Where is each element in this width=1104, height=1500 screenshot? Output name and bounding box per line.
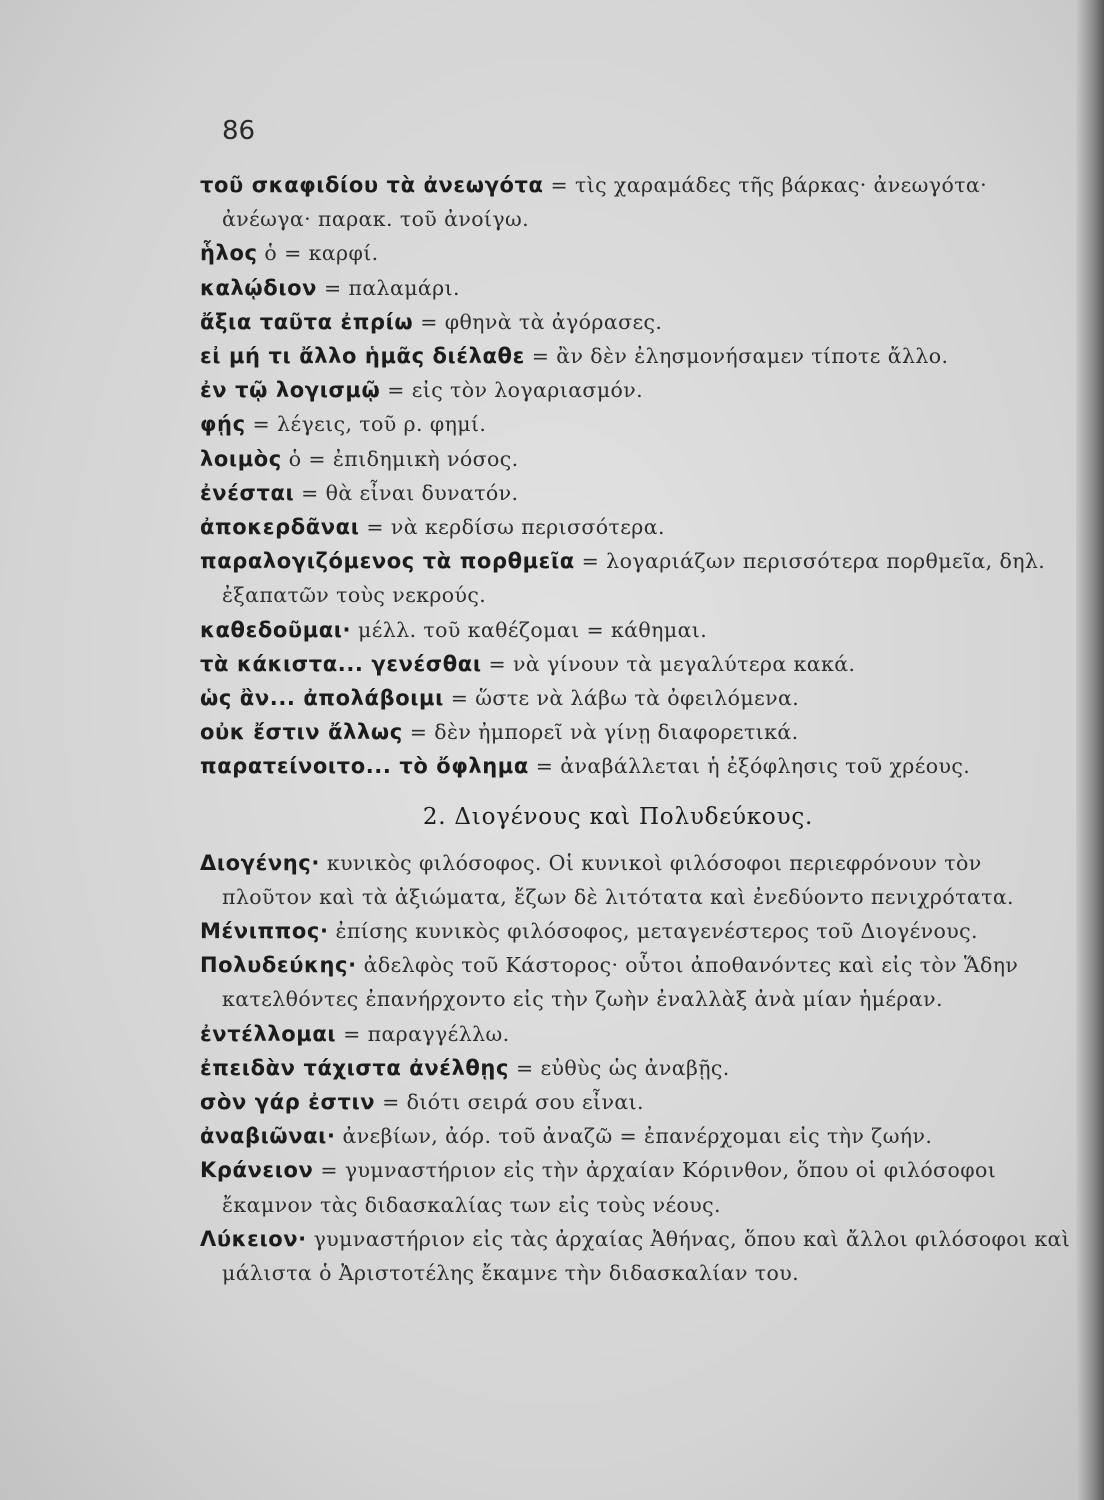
entry-definition: ὁ = καρφί. [257,241,379,266]
entry-definition: = λογαριάζων περισσότερα πορθμεῖα, δηλ. ἐξαπατῶν τοὺς νεκρούς. [222,549,1046,608]
entry-term: Διογένης· [200,850,320,875]
entry-term: οὐκ ἔστιν ἄλλως [200,720,403,745]
entry-term: τοῦ σκαφιδίου τὰ ἀνεωγότα [200,173,544,197]
entry-term: ὡς ἂν... ἀπολάβοιμι [200,686,444,711]
page-number: 86 [222,116,256,146]
entry-definition: = εἰς τὸν λογαριασμόν. [380,378,644,403]
glossary-entry [200,407,1076,441]
entry-term: ἐνέσται [200,480,295,505]
glossary-section-2 [200,846,1076,1291]
glossary-entry [200,647,1076,681]
entry-definition: ἀδελφὸς τοῦ Κάστορος· οὗτοι ἀποθανόντες καὶ εἰς τὸν Ἅδην κατελθόντες ἐπανήρχοντο εἰς τὴν ζωὴν ἐναλλὰξ ἀνὰ μίαν ἡμέραν. [222,953,1019,1012]
glossary-entry [200,914,1076,948]
entry-definition: = δὲν ἠμπορεῖ νὰ γίνῃ διαφορετικά. [402,720,799,745]
entry-term: ἄξια ταῦτα ἐπρίω [200,309,414,334]
glossary-entry [200,1051,1076,1085]
entry-definition: = εὐθὺς ὡς ἀναβῇς. [509,1055,730,1080]
glossary-entry [200,544,1076,612]
entry-definition: γυμναστήριον εἰς τὰς ἀρχαίας Ἀθήνας, ὅπου καὶ ἄλλοι φιλόσοφοι καὶ μάλιστα ὁ Ἀριστοτέλης ἔκαμνε τὴν διδασκαλίαν του. [222,1226,1071,1286]
entry-term: τὰ κάκιστα... γενέσθαι [200,651,482,676]
glossary-entry [200,305,1076,339]
entry-term: καθεδοῦμαι· [200,617,352,642]
glossary-entry [200,948,1076,1016]
entry-term: καλῴδιον [200,275,318,300]
entry-definition: μέλλ. τοῦ καθέζομαι = κάθημαι. [351,617,708,642]
entry-definition: = νὰ κερδίσω περισσότερα. [359,515,665,540]
entry-definition: = νὰ γίνουν τὰ μεγαλύτερα κακά. [481,651,856,676]
entry-definition: = παραγγέλλω. [336,1021,510,1046]
glossary-entry [200,236,1076,270]
entry-definition: = ἀναβάλλεται ἡ ἐξόφλησις τοῦ χρέους. [528,754,971,779]
entry-term: ἐν τῷ λογισμῷ [200,378,381,403]
entry-term: ἀποκερδᾶναι [200,515,360,540]
glossary-entry [200,1153,1076,1221]
glossary-entry [200,339,1076,373]
glossary-section-1 [200,168,1076,784]
entry-term: παραλογιζόμενος τὰ πορθμεῖα [200,549,575,574]
entry-definition: = τὶς χαραμάδες τῆς βάρκας· ἀνεωγότα· ἀνέωγα· παρακ. τοῦ ἀνοίγω. [222,173,988,232]
glossary-entry [200,1222,1076,1290]
glossary-entry [200,749,1076,783]
entry-definition: = θὰ εἶναι δυνατόν. [294,480,519,505]
entry-definition: ἐπίσης κυνικὸς φιλόσοφος, μεταγενέστερος τοῦ Διογένους. [328,919,978,944]
entry-definition: = διότι σειρά σου εἶναι. [375,1090,644,1115]
glossary-entry [200,1085,1076,1119]
entry-term: Λύκειον· [200,1226,307,1251]
entry-term: ἀναβιῶναι· [200,1124,336,1149]
entry-term: φῄς [200,412,246,437]
entry-term: Κράνειον [200,1158,314,1183]
entry-definition: = ἂν δὲν ἐλησμονήσαμεν τίποτε ἄλλο. [524,344,949,369]
glossary-entry [200,373,1076,407]
entry-definition: = φθηνὰ τὰ ἀγόρασες. [413,309,663,334]
entry-term: ἐπειδὰν τάχιστα ἀνέλθῃς [200,1055,510,1080]
entry-term: Μένιππος· [200,919,329,944]
section-heading [200,804,1076,830]
entry-term: ἧλος [200,241,258,266]
glossary-entry [200,476,1076,510]
entry-term: Πολυδεύκης· [200,953,357,978]
entry-definition: κυνικὸς φιλόσοφος. Οἱ κυνικοὶ φιλόσοφοι περιεφρόνουν τὸν πλοῦτον καὶ τὰ ἀξιώματα, ἔζων δὲ λιτότατα καὶ ἐνεδύοντο πενιχρότατα. [222,850,1014,909]
glossary-entry [200,613,1076,647]
section-number: 2. [422,803,447,830]
glossary-entry [200,1017,1076,1051]
section-title: Διογένους καὶ Πολυδεύκους. [454,803,814,830]
entry-term: παρατείνοιτο... τὸ ὄφλημα [200,754,529,779]
glossary-entry [200,846,1076,914]
entry-definition: ἀνεβίων, ἀόρ. τοῦ ἀναζῶ = ἐπανέρχομαι εἰς τὴν ζωήν. [335,1124,933,1149]
glossary-entry [200,168,1076,236]
glossary-entry [200,715,1076,749]
entry-definition: = γυμναστήριον εἰς τὴν ἀρχαίαν Κόρινθον, ὅπου οἱ φιλόσοφοι ἔκαμνον τὰς διδασκαλίας των εἰς τοὺς νέους. [222,1158,997,1217]
glossary-entry [200,681,1076,715]
page-edge [1076,0,1104,1500]
entry-term: ἐντέλλομαι [200,1021,337,1046]
entry-definition: ὁ = ἐπιδημικὴ νόσος. [281,446,519,471]
entry-term: λοιμὸς [200,446,282,471]
glossary-entry [200,510,1076,544]
page-content [200,168,1076,1290]
entry-definition: = λέγεις, τοῦ ρ. φημί. [245,412,487,437]
glossary-entry [200,442,1076,476]
glossary-entry [200,271,1076,305]
entry-definition: = ὥστε νὰ λάβω τὰ ὀφειλόμενα. [443,686,800,711]
entry-definition: = παλαμάρι. [317,275,460,300]
glossary-entry [200,1119,1076,1153]
entry-term: εἰ μή τι ἄλλο ἡμᾶς διέλαθε [200,344,525,369]
entry-term: σὸν γάρ ἐστιν [200,1090,376,1115]
